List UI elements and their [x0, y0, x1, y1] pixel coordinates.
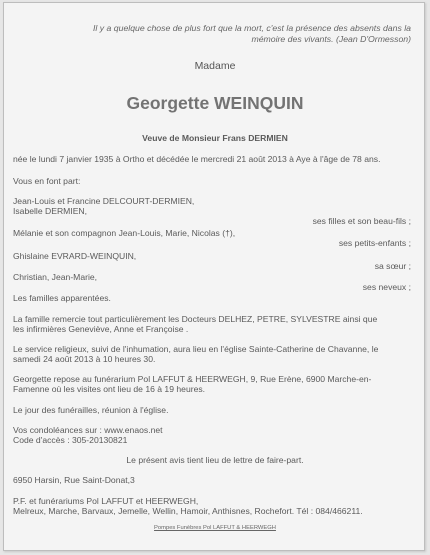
notice-statement: Le présent avis tient lieu de lettre de faire-part. [126, 455, 304, 465]
service-line-1: Le service religieux, suivi de l'inhumation, aura lieu en l'église Sainte-Catherine de Chavanne, le [13, 344, 379, 354]
thanks-line-1: La famille remercie tout particulièrement les Docteurs DELHEZ, PETRE, SYLVESTRE ainsi que [13, 314, 378, 324]
widow-line: Veuve de Monsieur Frans DERMIEN [142, 133, 288, 143]
daughters-relation: ses filles et son beau-fils ; [312, 216, 411, 226]
nephews-relation: ses neveux ; [362, 282, 411, 292]
undertaker-line-2: Melreux, Marche, Barvaux, Jemelle, Wellin, Hamoir, Anthisnes, Rochefort. Tél : 084/466211. [13, 506, 363, 516]
related-families: Les familles apparentées. [13, 293, 111, 303]
condolences-code: Code d'accès : 305-20130821 [13, 435, 128, 445]
salutation: Madame [194, 60, 236, 72]
daughters-line-2: Isabelle DERMIEN, [13, 206, 88, 216]
funeral-home-line-1: Georgette repose au funérarium Pol LAFFUT & HEERWEGH, 9, Rue Erène, 6900 Marche-en- [13, 374, 372, 384]
thanks-line-2: les infirmières Geneviève, Anne et Françoise . [13, 324, 189, 334]
service-line-2: samedi 24 août 2013 à 10 heures 30. [13, 354, 156, 364]
undertaker-line-1: P.F. et funérariums Pol LAFFUT et HEERWEGH, [13, 496, 199, 506]
condolences-line-1[interactable]: Vos condoléances sur : www.enaos.net [13, 425, 163, 435]
quote-line-1: Il y a quelque chose de plus fort que la mort, c'est la présence des absents dans la [93, 23, 411, 33]
home-address: 6950 Harsin, Rue Saint-Donat,3 [13, 475, 135, 485]
meeting-line: Le jour des funérailles, réunion à l'église. [13, 405, 169, 415]
funeral-home-line-2: Famenne où les visites ont lieu de 16 à 19 heures. [13, 384, 206, 394]
epigraph-quote [93, 23, 411, 45]
daughters-line-1: Jean-Louis et Francine DELCOURT-DERMIEN, [13, 196, 195, 206]
grandchildren-relation: ses petits-enfants ; [338, 238, 411, 248]
sister-line: Ghislaine EVRARD-WEINQUIN, [13, 251, 137, 261]
footer-link-wrapper [4, 525, 426, 532]
grandchildren-line: Mélanie et son compagnon Jean-Louis, Marie, Nicolas (†), [13, 228, 236, 238]
quote-line-2: mémoire des vivants. (Jean D'Ormesson) [251, 33, 411, 44]
birth-death-line: née le lundi 7 janvier 1935 à Ortho et décédée le mercredi 21 août 2013 à Aye à l'âge de 78 ans. [13, 154, 381, 164]
deceased-name: Georgette WEINQUIN [126, 93, 304, 113]
announcement: Vous en font part: [13, 176, 81, 186]
obituary-notice [3, 2, 425, 551]
footer-link[interactable]: Pompes Funèbres Pol LAFFUT & HEERWEGH [154, 525, 276, 531]
nephews-line: Christian, Jean-Marie, [13, 272, 98, 282]
sister-relation: sa sœur ; [374, 261, 411, 271]
